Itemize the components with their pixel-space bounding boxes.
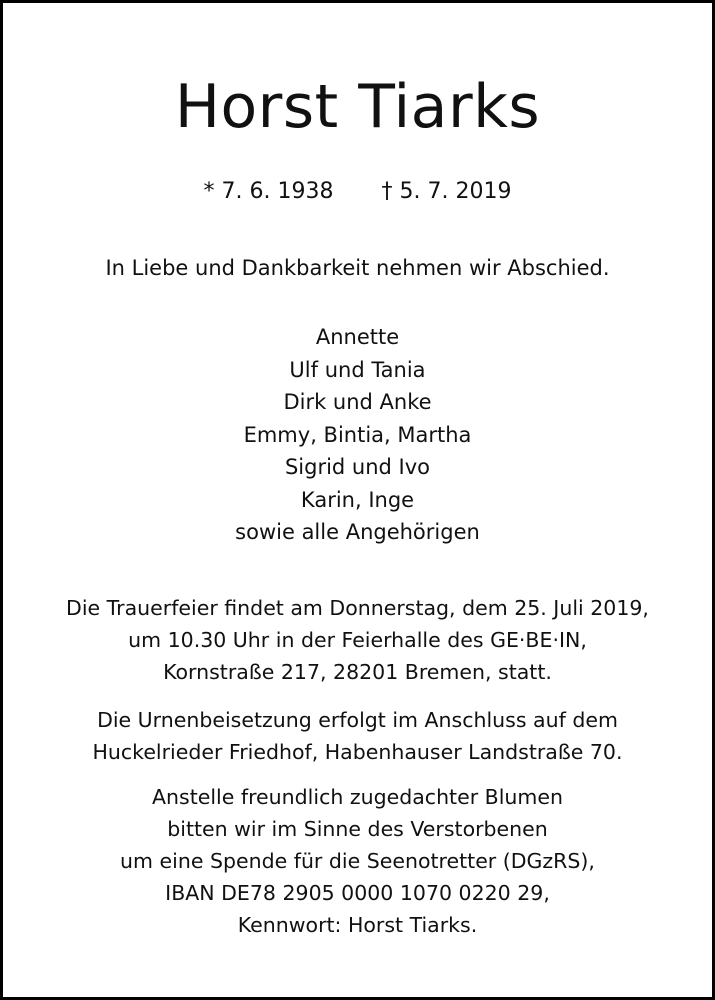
mourner-line: sowie alle Angehörigen [235,520,480,544]
mourner-line: Emmy, Bintia, Martha [243,422,472,447]
urn-burial-line: Die Urnenbeisetzung erfolgt im Anschluss auf dem [97,708,618,732]
donation-info [3,781,712,941]
funeral-info [3,592,712,688]
mourner-line: Sigrid und Ivo [284,455,431,479]
dedication-text: In Liebe und Dankbarkeit nehmen wir Abschied. [105,256,610,280]
mourner-line: Annette [315,325,400,349]
donation-line: um eine Spende für die Seenotretter (DGzRS), [120,849,595,873]
donation-iban: IBAN DE78 2905 0000 1070 0220 29, [165,881,550,905]
birth-date: * 7. 6. 1938 [203,179,334,204]
donation-line: Anstelle freundlich zugedachter Blumen [152,785,563,809]
funeral-line: Die Trauerfeier findet am Donnerstag, dem 25. Juli 2019, [66,596,649,620]
donation-line: bitten wir im Sinne des Verstorbenen [167,817,548,841]
mourner-line: Ulf und Tania [289,357,426,382]
funeral-line: um 10.30 Uhr in der Feierhalle des GE·BE·IN, [128,628,587,652]
mourner-line: Karin, Inge [300,487,415,512]
mourner-line: Dirk und Anke [283,390,432,414]
urn-burial-line: Huckelrieder Friedhof, Habenhauser Landstraße 70. [92,740,623,764]
donation-keyword: Kennwort: Horst Tiarks. [237,913,478,937]
funeral-line: Kornstraße 217, 28201 Bremen, statt. [163,660,552,684]
urn-burial-info [3,704,712,768]
life-dates [3,177,712,207]
mourners-list [3,321,712,549]
deceased-name: Horst Tiarks [174,72,541,142]
death-date: † 5. 7. 2019 [381,179,512,204]
